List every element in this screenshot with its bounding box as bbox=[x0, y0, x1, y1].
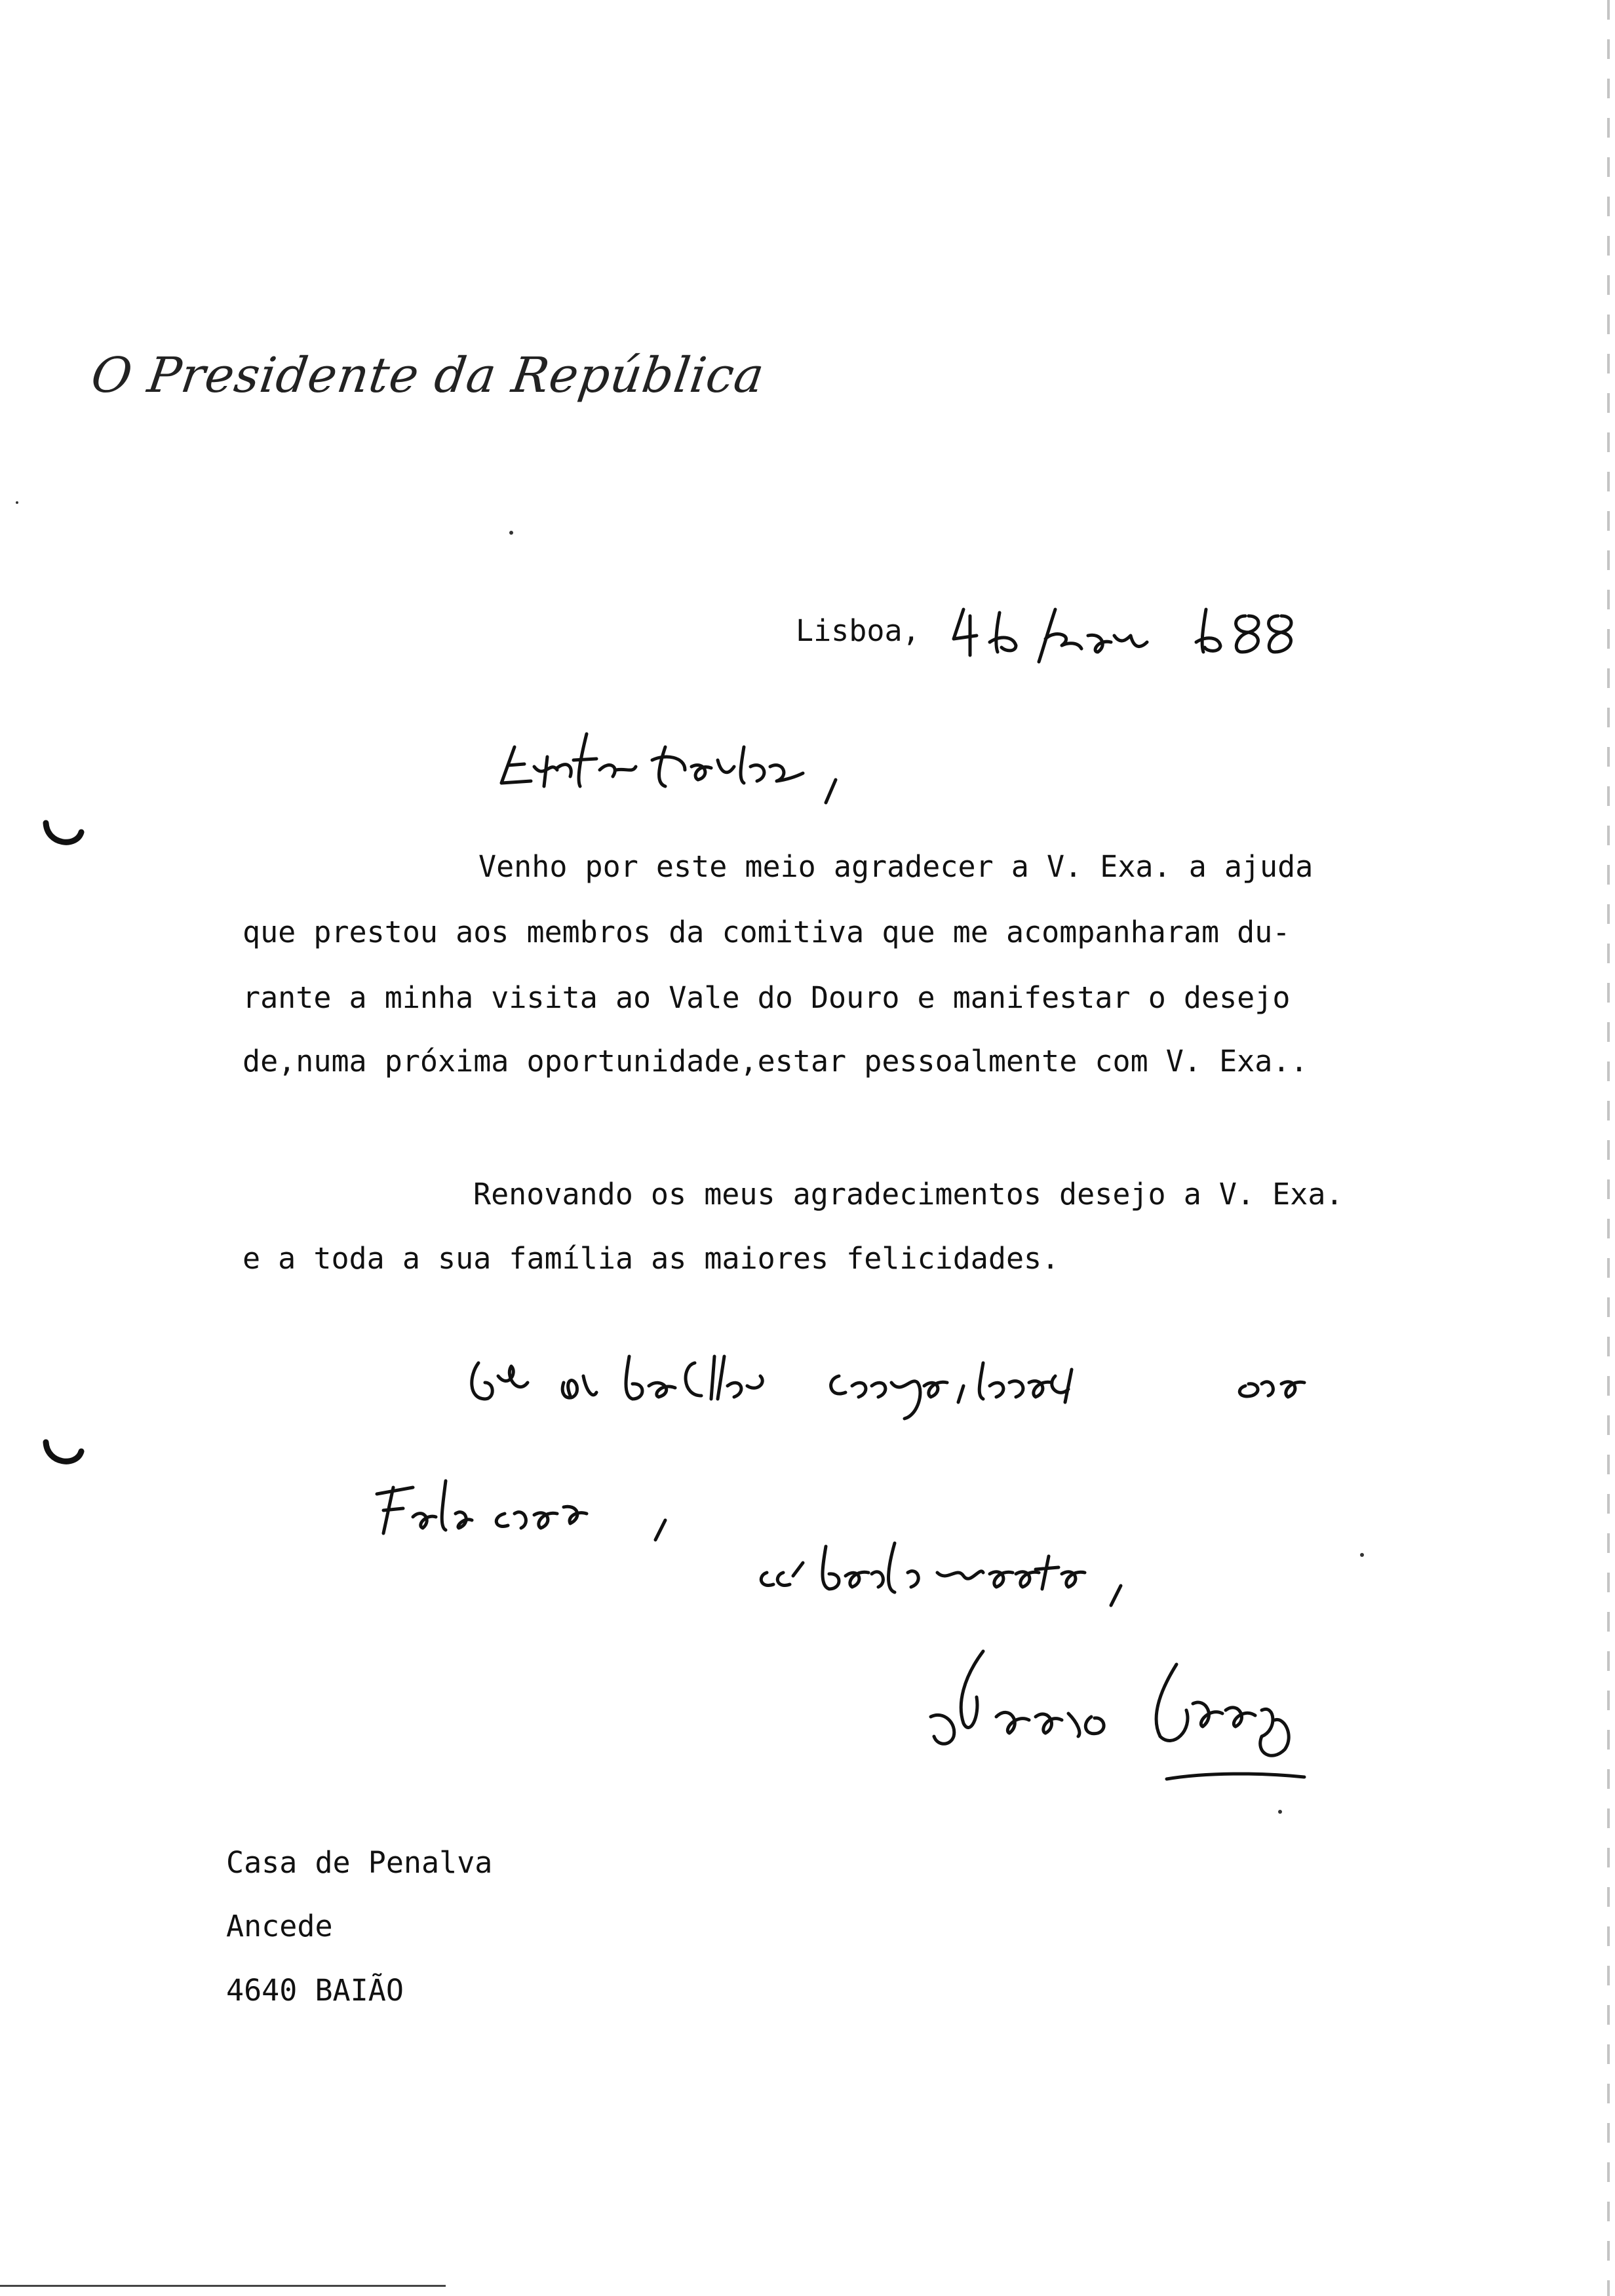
punch-hole-mark-bottom bbox=[41, 1438, 87, 1468]
handwritten-closing-line2 bbox=[374, 1468, 701, 1553]
address-line2: Ancede bbox=[226, 1909, 333, 1943]
ink-dot bbox=[1278, 1810, 1282, 1814]
date-place: Lisboa, bbox=[796, 613, 920, 648]
handwritten-salutation bbox=[495, 721, 849, 806]
paragraph1-line1: Venho por este meio agradecer a V. Exa. a ajuda bbox=[478, 849, 1313, 884]
speck bbox=[16, 501, 18, 504]
handwritten-closing-line1 bbox=[465, 1337, 1383, 1428]
speck bbox=[1360, 1553, 1364, 1557]
paragraph1-line3: rante a minha visita ao Vale do Douro e manifestar o desejo bbox=[243, 980, 1291, 1015]
bottom-edge-line bbox=[0, 2285, 446, 2287]
address-line3: 4640 BAIÃO bbox=[226, 1973, 404, 2008]
paragraph1-line2: que prestou aos membros da comitiva que me acompanharam du- bbox=[243, 915, 1291, 949]
address-line1: Casa de Penalva bbox=[226, 1845, 493, 1880]
handwritten-signature bbox=[918, 1638, 1324, 1808]
handwritten-closing-line3 bbox=[754, 1527, 1160, 1612]
letterhead: O Presidente da República bbox=[87, 347, 768, 404]
right-edge-line bbox=[1607, 0, 1610, 2296]
paragraph2-line2: e a toda a sua família as maiores felicidades. bbox=[243, 1241, 1060, 1276]
paragraph2-line1: Renovando os meus agradecimentos desejo a V. Exa. bbox=[473, 1177, 1344, 1212]
paragraph1-line4: de,numa próxima oportunidade,estar pessoalmente com V. Exa.. bbox=[243, 1044, 1308, 1079]
speck bbox=[509, 531, 513, 535]
handwritten-date bbox=[950, 590, 1317, 668]
punch-hole-mark-top bbox=[41, 819, 87, 849]
